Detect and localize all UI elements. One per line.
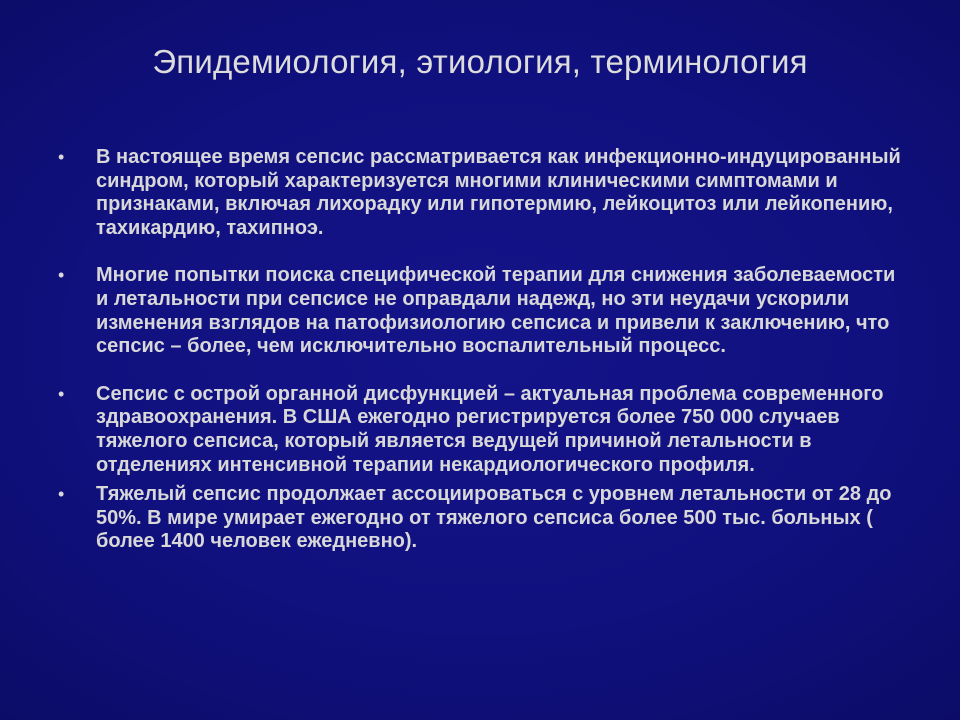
slide-title: Эпидемиология, этиология, терминология: [152, 43, 808, 80]
bullet-item: [58, 383, 908, 477]
bullet-text: В настоящее время сепсис рассматривается как инфекционно-индуцированный синдром, который характеризуется многими клиническими симптомами и признаками, включая лихорадку или гипотермию, лейкоцитоз или лейкопению, тахикардию, тахипноэ.: [96, 146, 901, 239]
bullet-dot-icon: •: [58, 484, 65, 505]
bullet-item: [58, 146, 908, 240]
bullet-text: Многие попытки поиска специфической терапии для снижения заболеваемости и летальности при сепсисе не оправдали надежд, но эти неудачи ускорили изменения взглядов на патофизиологию сепсиса и привели к заключению, что сепсис – более, чем исключительно воспалительный процесс.: [96, 264, 896, 358]
bullet-text: Тяжелый сепсис продолжает ассоциироваться с уровнем летальности от 28 до 50%. В мире умирает ежегодно от тяжелого сепсиса более 500 тыс. больных ( более 1400 человек ежедневно).: [96, 483, 892, 553]
bullet-dot-icon: •: [58, 383, 65, 404]
bullet-text: Сепсис с острой органной дисфункцией – актуальная проблема современного здравоохранения. В США ежегодно регистрируется более 750 000 случаев тяжелого сепсиса, который является ведущей причиной летальности в отделениях интенсивной терапии некардиологического профиля.: [96, 382, 884, 476]
bullet-item: [58, 264, 908, 358]
bullet-dot-icon: •: [58, 265, 65, 286]
bullet-list: [58, 146, 908, 554]
bullet-item: [58, 483, 908, 554]
bullet-dot-icon: •: [58, 147, 65, 167]
